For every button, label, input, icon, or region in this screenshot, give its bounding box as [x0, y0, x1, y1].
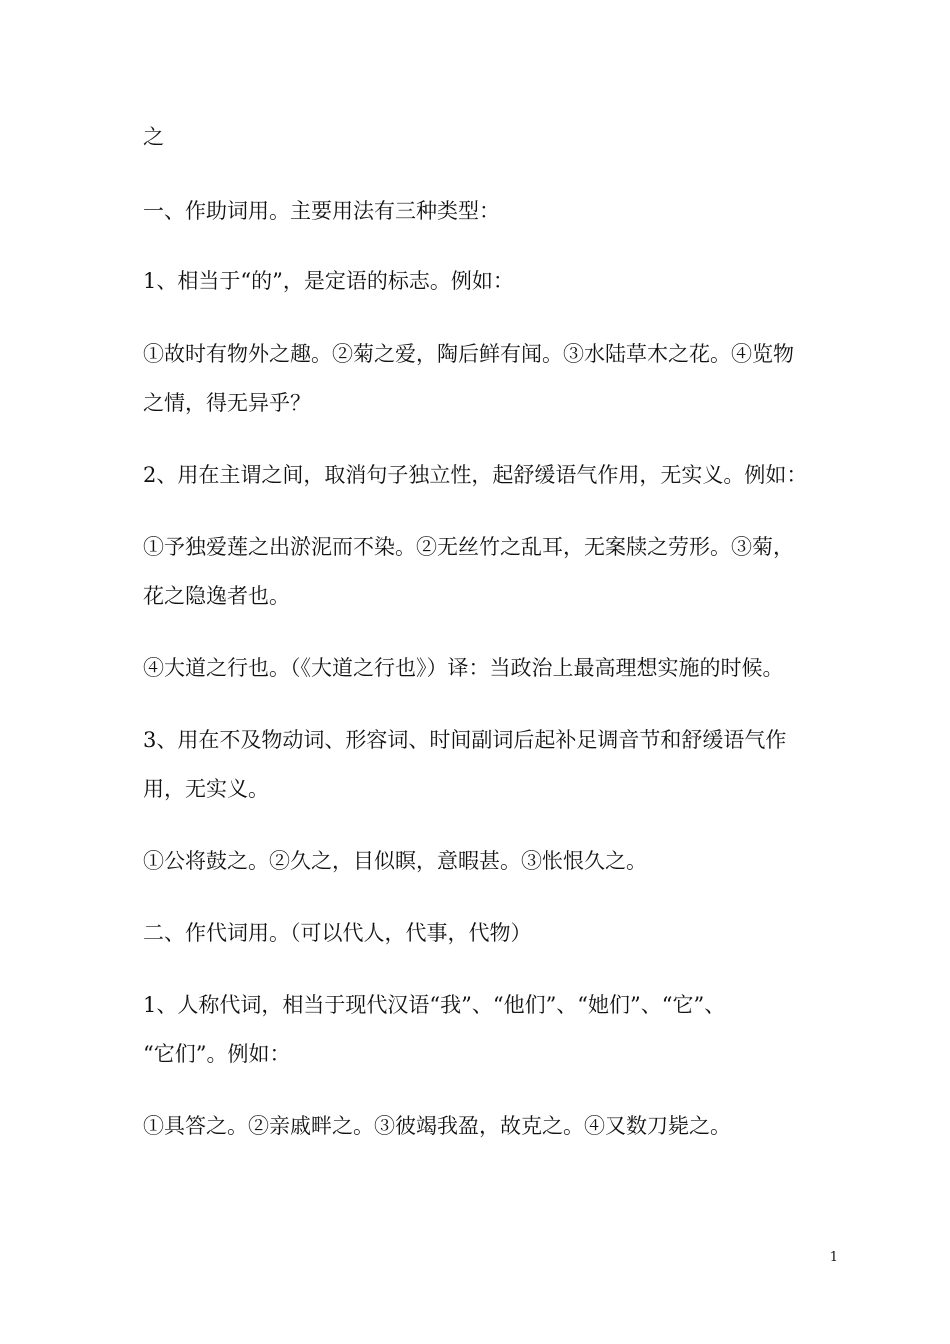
heading-zhi: 之 [143, 125, 164, 149]
subsection-2-1: 1、人称代词，相当于现代汉语“我”、“他们”、“她们”、“它”、 [143, 993, 726, 1017]
example-line-1-cont: 之情，得无异乎？ [143, 391, 311, 415]
example-line-2: ①予独爱莲之出淤泥而不染。②无丝竹之乱耳，无案牍之劳形。③菊， [143, 535, 794, 559]
example-line-2-cont: 花之隐逸者也。 [143, 584, 290, 608]
example-line-4: ①具答之。②亲戚畔之。③彼竭我盈，故克之。④又数刀毙之。 [143, 1114, 731, 1138]
subsection-2: 2、用在主谓之间，取消句子独立性，起舒缓语气作用，无实义。例如： [143, 463, 808, 487]
subsection-3-cont: 用，无实义。 [143, 777, 269, 801]
example-line-2-extra: ④大道之行也。（《大道之行也》）译：当政治上最高理想实施的时候。 [143, 656, 784, 680]
example-line-1: ①故时有物外之趣。②菊之爱，陶后鲜有闻。③水陆草木之花。④览物 [143, 342, 794, 366]
section-heading-two: 二、作代词用。（可以代人，代事，代物） [143, 921, 532, 945]
subsection-1: 1、相当于“的”，是定语的标志。例如： [143, 269, 514, 293]
example-line-3: ①公将鼓之。②久之，目似瞑，意暇甚。③怅恨久之。 [143, 849, 647, 873]
subsection-2-1-cont: “它们”。例如： [143, 1042, 291, 1066]
page-number: 1 [829, 1250, 838, 1265]
subsection-3: 3、用在不及物动词、形容词、时间副词后起补足调音节和舒缓语气作 [143, 728, 787, 752]
section-heading-one: 一、作助词用。主要用法有三种类型： [143, 199, 500, 223]
